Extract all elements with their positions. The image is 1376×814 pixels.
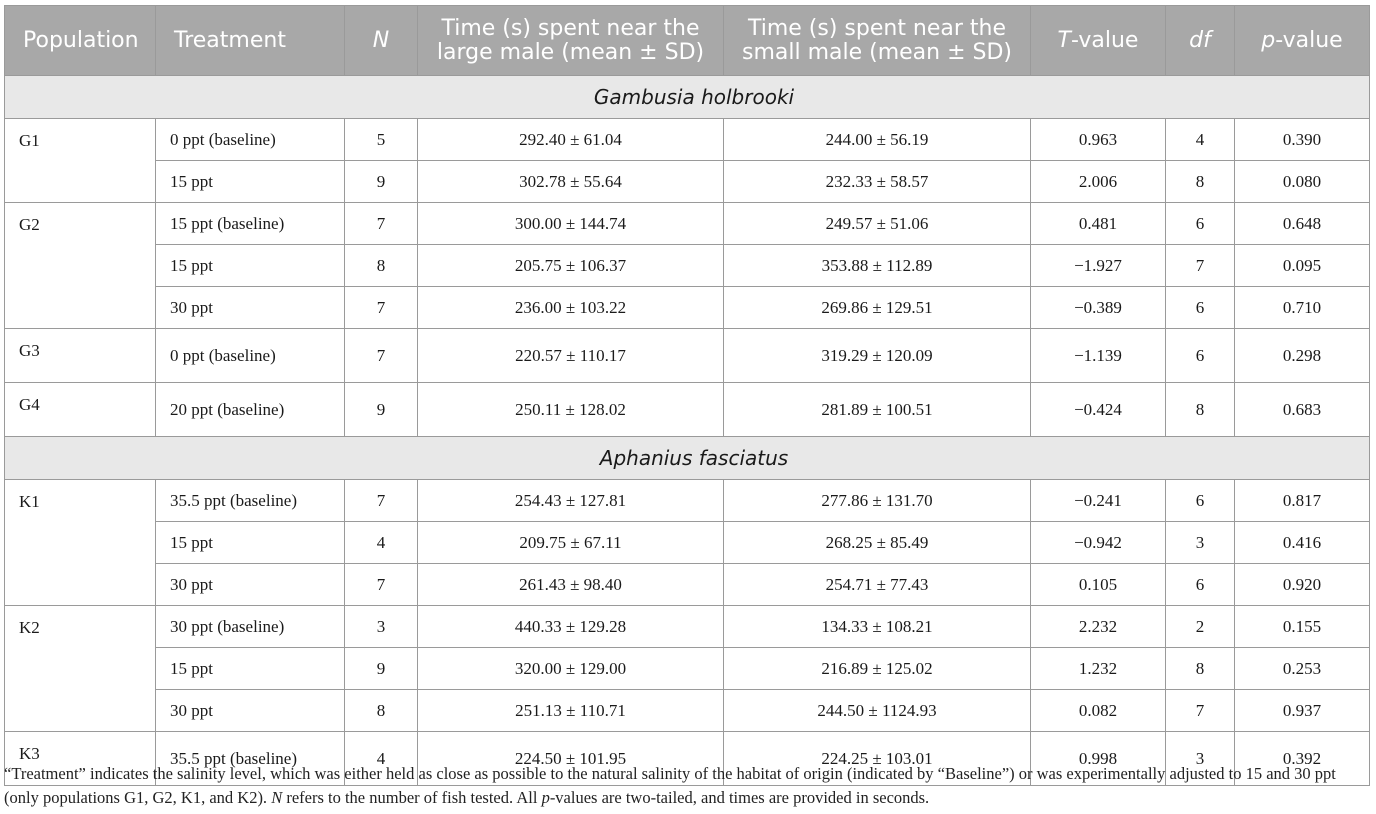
population-cell: K2 [5, 606, 156, 732]
n-cell: 9 [345, 161, 418, 203]
df-cell: 8 [1166, 648, 1235, 690]
population-cell: G3 [5, 329, 156, 383]
small-male-time-cell: 244.50 ± 1124.93 [724, 690, 1031, 732]
df-cell: 8 [1166, 161, 1235, 203]
t-value-cell: 0.963 [1031, 119, 1166, 161]
header-df: df [1166, 6, 1235, 76]
small-male-time-cell: 254.71 ± 77.43 [724, 564, 1031, 606]
treatment-cell: 15 ppt [156, 648, 345, 690]
population-cell: G2 [5, 203, 156, 329]
header-t-value [1031, 6, 1166, 76]
n-cell: 3 [345, 606, 418, 648]
n-cell: 7 [345, 203, 418, 245]
table-footnote [4, 762, 1372, 810]
n-cell: 9 [345, 383, 418, 437]
treatment-cell: 35.5 ppt (baseline) [156, 732, 345, 786]
small-male-time-cell: 269.86 ± 129.51 [724, 287, 1031, 329]
table-row [5, 606, 1370, 648]
p-value-cell: 0.155 [1235, 606, 1370, 648]
df-cell: 6 [1166, 287, 1235, 329]
header-p-value [1235, 6, 1370, 76]
population-cell: K1 [5, 480, 156, 606]
p-value-cell: 0.080 [1235, 161, 1370, 203]
header-n: N [345, 6, 418, 76]
header-small-line2: small male (mean ± SD) [741, 39, 1013, 65]
table-row [5, 648, 1370, 690]
large-male-time-cell: 302.78 ± 55.64 [418, 161, 724, 203]
treatment-cell: 0 ppt (baseline) [156, 329, 345, 383]
n-cell: 7 [345, 287, 418, 329]
table-body [5, 76, 1370, 786]
large-male-time-cell: 250.11 ± 128.02 [418, 383, 724, 437]
p-value-cell: 0.253 [1235, 648, 1370, 690]
header-population: Population [5, 6, 156, 76]
p-value-cell: 0.095 [1235, 245, 1370, 287]
p-value-cell: 0.416 [1235, 522, 1370, 564]
small-male-time-cell: 277.86 ± 131.70 [724, 480, 1031, 522]
p-value-cell: 0.710 [1235, 287, 1370, 329]
large-male-time-cell: 220.57 ± 110.17 [418, 329, 724, 383]
t-value-cell: −0.241 [1031, 480, 1166, 522]
t-value-cell: 2.006 [1031, 161, 1166, 203]
t-value-cell: 0.082 [1031, 690, 1166, 732]
header-small-line1: Time (s) spent near the [747, 15, 1007, 41]
small-male-time-cell: 216.89 ± 125.02 [724, 648, 1031, 690]
treatment-cell: 35.5 ppt (baseline) [156, 480, 345, 522]
t-value-cell: −1.927 [1031, 245, 1166, 287]
treatment-cell: 20 ppt (baseline) [156, 383, 345, 437]
t-value-cell: −0.424 [1031, 383, 1166, 437]
table-row [5, 287, 1370, 329]
small-male-time-cell: 319.29 ± 120.09 [724, 329, 1031, 383]
n-cell: 7 [345, 329, 418, 383]
df-cell: 3 [1166, 732, 1235, 786]
large-male-time-cell: 205.75 ± 106.37 [418, 245, 724, 287]
small-male-time-cell: 268.25 ± 85.49 [724, 522, 1031, 564]
small-male-time-cell: 244.00 ± 56.19 [724, 119, 1031, 161]
large-male-time-cell: 224.50 ± 101.95 [418, 732, 724, 786]
header-p-rest: -value [1275, 27, 1343, 53]
df-cell: 2 [1166, 606, 1235, 648]
population-cell: K3 [5, 732, 156, 786]
header-row [5, 6, 1370, 76]
treatment-cell: 30 ppt [156, 564, 345, 606]
p-value-cell: 0.298 [1235, 329, 1370, 383]
large-male-time-cell: 261.43 ± 98.40 [418, 564, 724, 606]
df-cell: 6 [1166, 329, 1235, 383]
table-row [5, 203, 1370, 245]
df-cell: 7 [1166, 690, 1235, 732]
p-value-cell: 0.683 [1235, 383, 1370, 437]
n-cell: 8 [345, 690, 418, 732]
df-cell: 8 [1166, 383, 1235, 437]
t-value-cell: −0.942 [1031, 522, 1166, 564]
header-t-italic: T [1057, 27, 1071, 53]
n-cell: 9 [345, 648, 418, 690]
small-male-time-cell: 134.33 ± 108.21 [724, 606, 1031, 648]
df-cell: 4 [1166, 119, 1235, 161]
footnote-part2: refers to the number of fish tested. All [282, 788, 542, 807]
small-male-time-cell: 224.25 ± 103.01 [724, 732, 1031, 786]
df-cell: 6 [1166, 203, 1235, 245]
results-table [4, 5, 1370, 786]
species-name: Gambusia holbrooki [5, 76, 1370, 119]
header-treatment: Treatment [156, 6, 345, 76]
t-value-cell: 0.105 [1031, 564, 1166, 606]
species-section-row [5, 76, 1370, 119]
treatment-cell: 0 ppt (baseline) [156, 119, 345, 161]
large-male-time-cell: 292.40 ± 61.04 [418, 119, 724, 161]
population-cell: G4 [5, 383, 156, 437]
treatment-cell: 30 ppt [156, 287, 345, 329]
large-male-time-cell: 440.33 ± 129.28 [418, 606, 724, 648]
small-male-time-cell: 249.57 ± 51.06 [724, 203, 1031, 245]
p-value-cell: 0.648 [1235, 203, 1370, 245]
p-value-cell: 0.817 [1235, 480, 1370, 522]
p-value-cell: 0.392 [1235, 732, 1370, 786]
table-row [5, 522, 1370, 564]
t-value-cell: 0.481 [1031, 203, 1166, 245]
table-row [5, 564, 1370, 606]
header-small-male [724, 6, 1031, 76]
large-male-time-cell: 254.43 ± 127.81 [418, 480, 724, 522]
large-male-time-cell: 209.75 ± 67.11 [418, 522, 724, 564]
footnote-n-italic: N [271, 788, 283, 807]
p-value-cell: 0.920 [1235, 564, 1370, 606]
small-male-time-cell: 281.89 ± 100.51 [724, 383, 1031, 437]
species-section-row [5, 437, 1370, 480]
df-cell: 3 [1166, 522, 1235, 564]
treatment-cell: 15 ppt (baseline) [156, 203, 345, 245]
header-large-line1: Time (s) spent near the [441, 15, 700, 41]
p-value-cell: 0.937 [1235, 690, 1370, 732]
footnote-part1: “Treatment” indicates the salinity level, which was either held as close as possible to the natural salinity of the habitat of origin (indicated by “Baseline”) or was experimentally adjusted to 15 and 30 ppt (only populations G1, G2, K1, and K2). [4, 764, 1336, 807]
large-male-time-cell: 320.00 ± 129.00 [418, 648, 724, 690]
t-value-cell: 2.232 [1031, 606, 1166, 648]
treatment-cell: 15 ppt [156, 522, 345, 564]
n-cell: 4 [345, 732, 418, 786]
header-p-italic: p [1261, 27, 1276, 53]
df-cell: 6 [1166, 564, 1235, 606]
table-row [5, 480, 1370, 522]
small-male-time-cell: 232.33 ± 58.57 [724, 161, 1031, 203]
header-t-rest: -value [1071, 27, 1139, 53]
table-row [5, 690, 1370, 732]
table-row [5, 161, 1370, 203]
header-large-male [418, 6, 724, 76]
table-row [5, 383, 1370, 437]
footnote-p-italic: p [541, 788, 550, 807]
large-male-time-cell: 236.00 ± 103.22 [418, 287, 724, 329]
header-large-line2: large male (mean ± SD) [436, 39, 705, 65]
treatment-cell: 30 ppt (baseline) [156, 606, 345, 648]
n-cell: 5 [345, 119, 418, 161]
n-cell: 8 [345, 245, 418, 287]
t-value-cell: 0.998 [1031, 732, 1166, 786]
n-cell: 7 [345, 564, 418, 606]
df-cell: 6 [1166, 480, 1235, 522]
small-male-time-cell: 353.88 ± 112.89 [724, 245, 1031, 287]
species-name: Aphanius fasciatus [5, 437, 1370, 480]
t-value-cell: −1.139 [1031, 329, 1166, 383]
t-value-cell: 1.232 [1031, 648, 1166, 690]
t-value-cell: −0.389 [1031, 287, 1166, 329]
p-value-cell: 0.390 [1235, 119, 1370, 161]
treatment-cell: 15 ppt [156, 245, 345, 287]
population-cell: G1 [5, 119, 156, 203]
footnote-part3: -values are two-tailed, and times are provided in seconds. [549, 788, 930, 807]
table-row [5, 329, 1370, 383]
n-cell: 7 [345, 480, 418, 522]
treatment-cell: 30 ppt [156, 690, 345, 732]
n-cell: 4 [345, 522, 418, 564]
results-table-container [4, 5, 1369, 786]
large-male-time-cell: 251.13 ± 110.71 [418, 690, 724, 732]
df-cell: 7 [1166, 245, 1235, 287]
treatment-cell: 15 ppt [156, 161, 345, 203]
table-row [5, 119, 1370, 161]
large-male-time-cell: 300.00 ± 144.74 [418, 203, 724, 245]
table-row [5, 245, 1370, 287]
